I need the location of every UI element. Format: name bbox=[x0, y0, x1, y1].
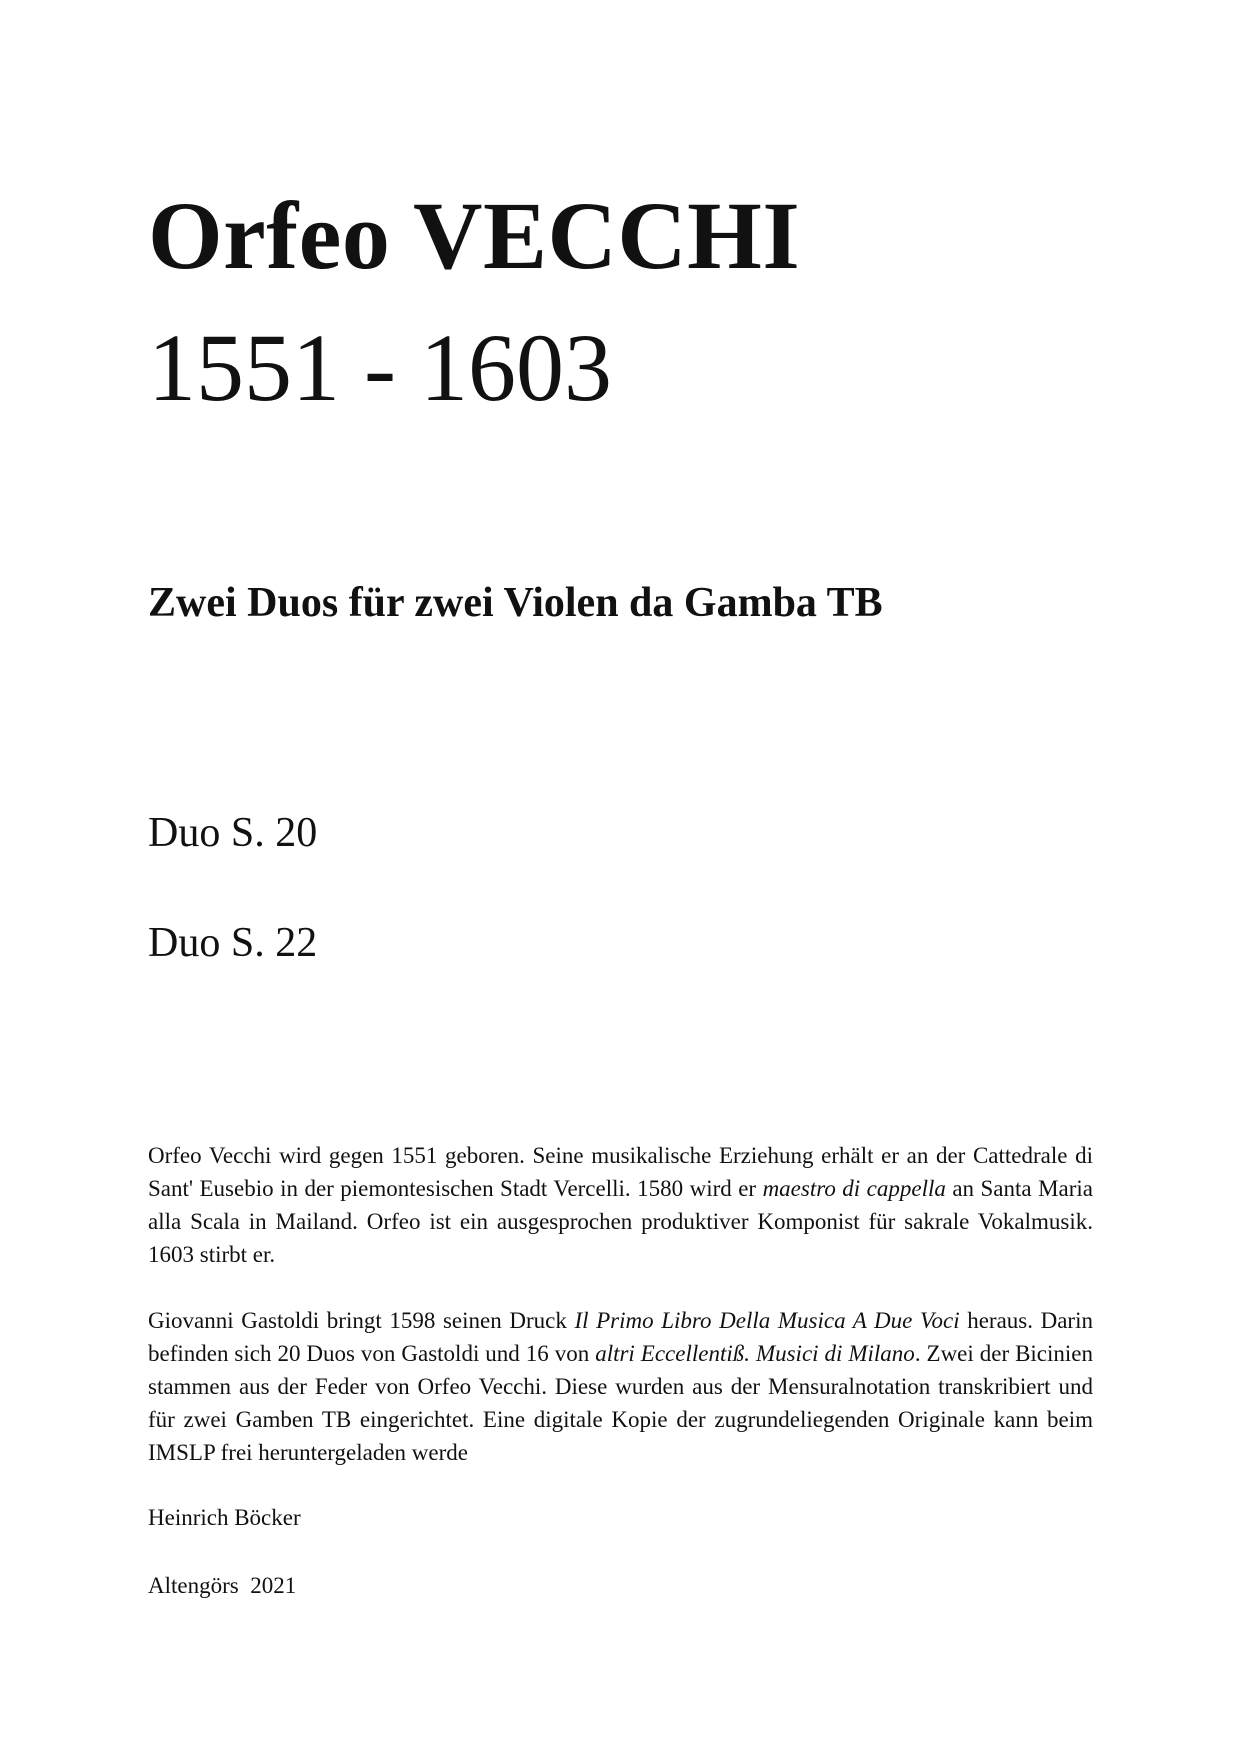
edition-text: heraus. Darin befinden sich 20 Duos von Gastoldi und 16 von bbox=[148, 1308, 1093, 1366]
composer-dates: 1551 - 1603 bbox=[148, 314, 612, 421]
contents-item-duo-s22: Duo S. 22 bbox=[148, 920, 318, 966]
biography-text: an Santa Maria alla Scala in Mailand. Orfeo ist ein ausgesprochen produktiver Komponist für sakrale Vokalmusik. 1603 stirbt er. bbox=[148, 1176, 1093, 1267]
edition-text: Giovanni Gastoldi bringt 1598 seinen Druck bbox=[148, 1308, 575, 1333]
contents-item-duo-s20: Duo S. 20 bbox=[148, 810, 318, 856]
work-title: Zwei Duos für zwei Violen da Gamba TB bbox=[148, 580, 883, 626]
editor-name: Heinrich Böcker bbox=[148, 1505, 301, 1530]
place-and-date: Altengörs 2021 bbox=[148, 1573, 297, 1598]
composer-name: Orfeo VECCHI bbox=[148, 182, 801, 289]
edition-italic-term: altri Eccellentiß. Musici di Milano bbox=[595, 1341, 915, 1366]
biography-paragraph bbox=[148, 1139, 1093, 1271]
edition-italic-title: Il Primo Libro Della Musica A Due Voci bbox=[574, 1308, 960, 1333]
edition-paragraph bbox=[148, 1304, 1093, 1469]
biography-italic-term: maestro di cappella bbox=[762, 1176, 946, 1201]
biography-text: Orfeo Vecchi wird gegen 1551 geboren. Seine musikalische Erziehung erhält er an der Cattedrale di Sant' Eusebio in der piemontesischen Stadt Vercelli. 1580 wird er bbox=[148, 1143, 1093, 1201]
edition-text: . Zwei der Bicinien stammen aus der Feder von Orfeo Vecchi. Diese wurden aus der Mensuralnotation transkribiert und für zwei Gamben TB eingerichtet. Eine digitale Kopie der zugrundeliegenden Originale kann beim IMSLP frei heruntergeladen werde bbox=[148, 1341, 1094, 1465]
